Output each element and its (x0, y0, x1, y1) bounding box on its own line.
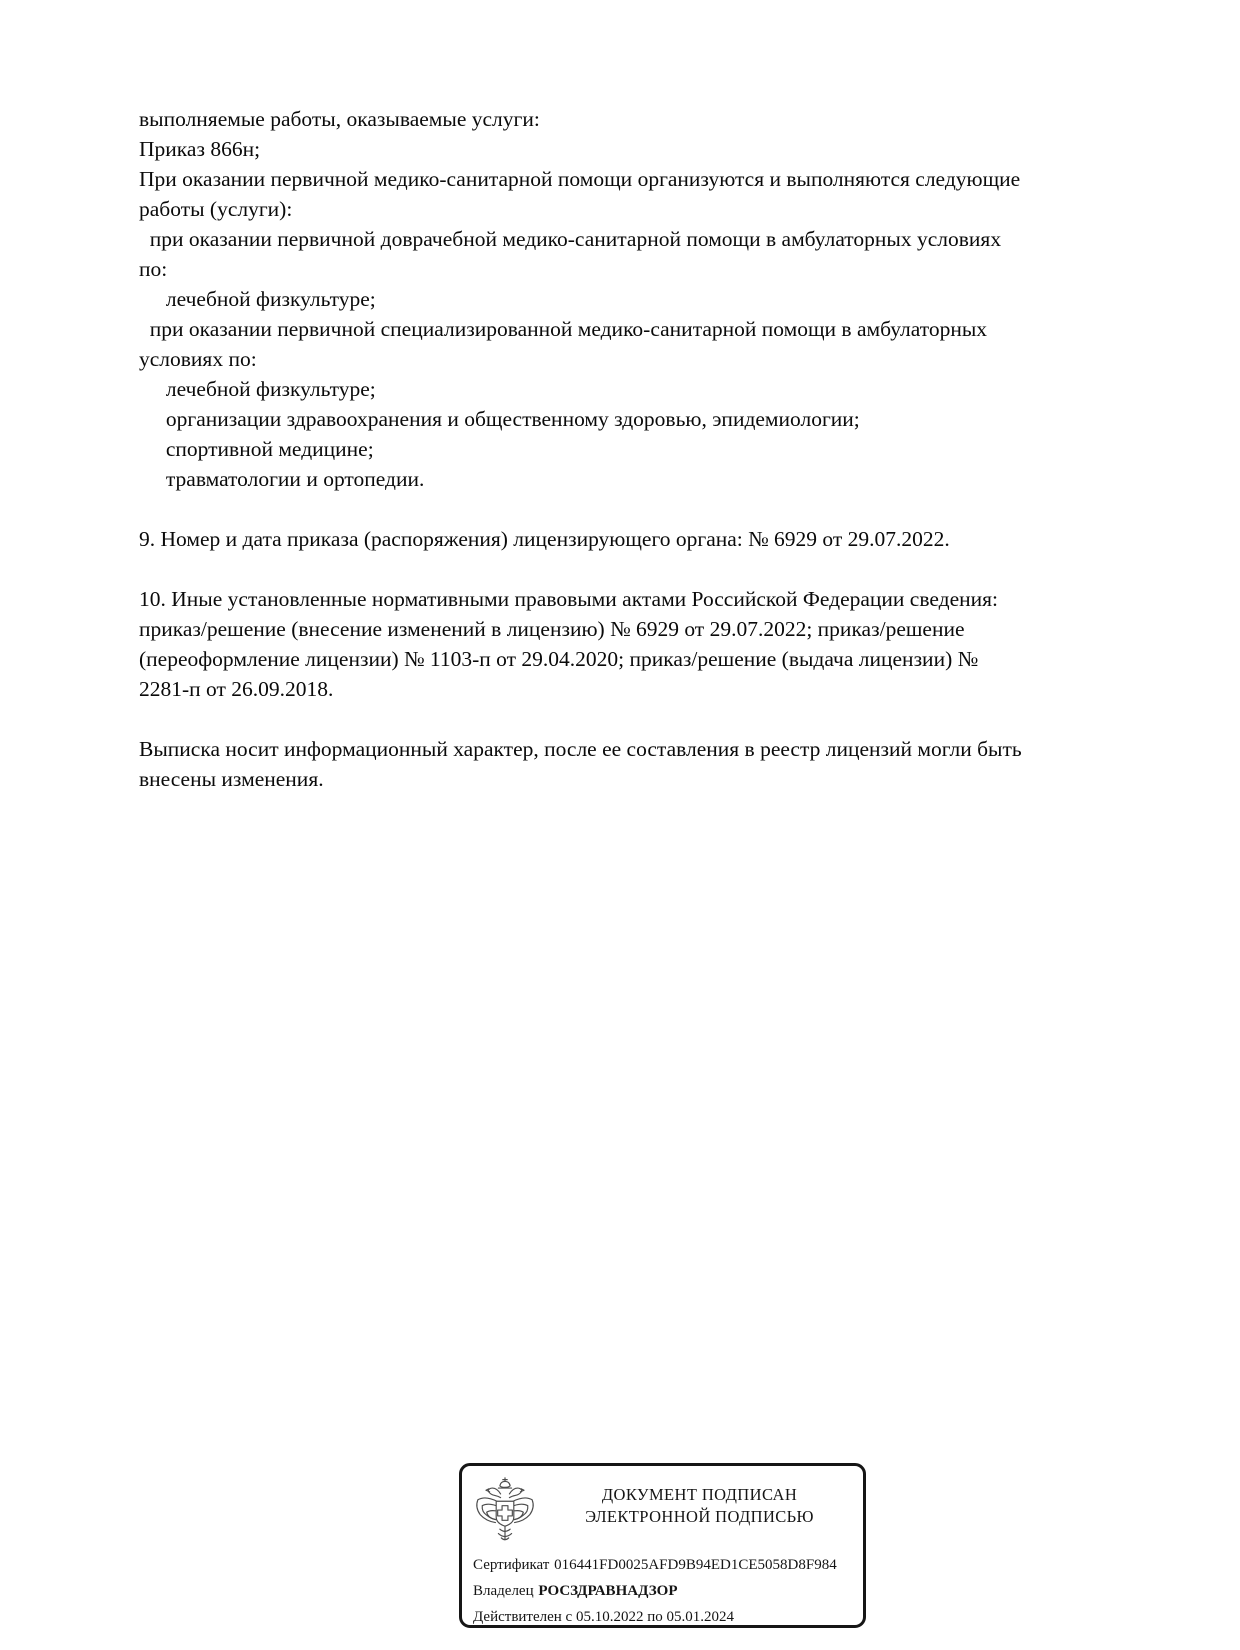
certificate-label: Сертификат (473, 1557, 550, 1573)
owner-label: Владелец (473, 1583, 534, 1599)
doc-line (139, 704, 1179, 734)
doc-line: лечебной физкультуре; (139, 377, 376, 401)
validity-row: Действителен с 05.10.2022 по 05.01.2024 (473, 1609, 734, 1625)
document-body (139, 104, 1179, 794)
doc-line: (переоформление лицензии) № 1103-п от 29.04.2020; приказ/решение (выдача лицензии) № (139, 647, 979, 671)
certificate-value: 016441FD0025AFD9B94ED1CE5058D8F984 (554, 1557, 837, 1573)
doc-line: выполняемые работы, оказываемые услуги: (139, 107, 540, 131)
stamp-title (544, 1484, 855, 1528)
doc-line: приказ/решение (внесение изменений в лицензию) № 6929 от 29.07.2022; приказ/решение (139, 617, 965, 641)
owner-row (473, 1578, 857, 1604)
stamp-title-line1: ДОКУМЕНТ ПОДПИСАН (601, 1485, 798, 1504)
stamp-title-line2: ЭЛЕКТРОННОЙ ПОДПИСЬЮ (585, 1507, 814, 1526)
doc-line: условиях по: (139, 347, 257, 371)
doc-line: При оказании первичной медико-санитарной помощи организуются и выполняются следующие (139, 167, 1021, 191)
doc-line: работы (услуги): (139, 197, 293, 221)
doc-line: 9. Номер и дата приказа (распоряжения) лицензирующего органа: № 6929 от 29.07.2022. (139, 527, 950, 551)
doc-line: спортивной медицине; (139, 437, 374, 461)
doc-line: 2281-п от 26.09.2018. (139, 677, 334, 701)
doc-line: при оказании первичной доврачебной медико-санитарной помощи в амбулаторных условиях (139, 227, 1002, 251)
signature-stamp (459, 1463, 866, 1628)
doc-line (139, 554, 1179, 584)
doc-line: организации здравоохранения и общественному здоровью, эпидемиологии; (139, 407, 860, 431)
doc-line: внесены изменения. (139, 767, 324, 791)
doc-line: травматологии и ортопедии. (139, 467, 425, 491)
doc-line (139, 494, 1179, 524)
doc-line: по: (139, 257, 168, 281)
doc-line: лечебной физкультуре; (139, 287, 376, 311)
stamp-details (473, 1552, 857, 1630)
doc-line: Приказ 866н; (139, 137, 261, 161)
doc-line: 10. Иные установленные нормативными правовыми актами Российской Федерации сведения: (139, 587, 998, 611)
double-headed-eagle-emblem-icon (472, 1476, 538, 1550)
certificate-row (473, 1552, 857, 1578)
owner-value: РОСЗДРАВНАДЗОР (538, 1583, 678, 1599)
doc-line: при оказании первичной специализированной медико-санитарной помощи в амбулаторных (139, 317, 988, 341)
doc-line: Выписка носит информационный характер, после ее составления в реестр лицензий могли быть (139, 737, 1022, 761)
